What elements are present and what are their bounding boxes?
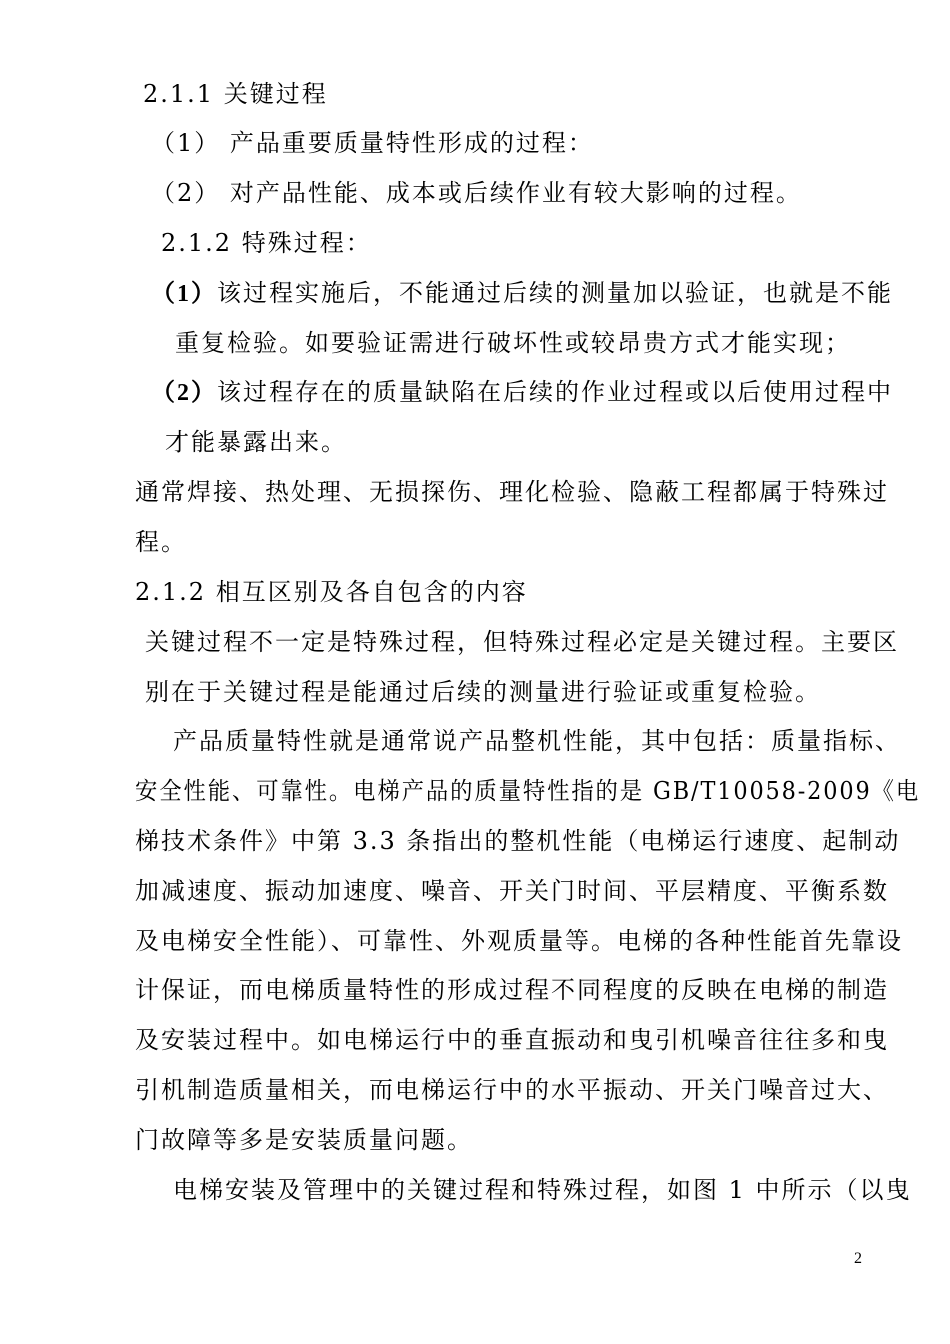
paragraph-line: 梯技术条件》中第 3.3 条指出的整机性能（电梯运行速度、起制动 <box>135 827 901 855</box>
paragraph-line: 加减速度、振动加速度、噪音、开关门时间、平层精度、平衡系数 <box>135 877 889 905</box>
page-number: 2 <box>854 1250 862 1267</box>
paragraph-line: 引机制造质量相关，而电梯运行中的水平振动、开关门噪音过大、 <box>135 1076 889 1104</box>
paragraph-line: 安全性能、可靠性。电梯产品的质量特性指的是 GB/T10058-2009《电 <box>135 777 921 805</box>
list-item-text: 该过程存在的质量缺陷在后续的作业过程或以后使用过程中 <box>217 378 893 406</box>
heading-2-1-1: 2.1.1 关键过程 <box>143 80 328 108</box>
list-item-2 <box>151 377 893 408</box>
paragraph-line: 才能暴露出来。 <box>165 428 347 456</box>
list-marker: （2） <box>151 380 217 406</box>
list-item-1 <box>151 278 893 309</box>
paragraph-line: （2） 对产品性能、成本或后续作业有较大影响的过程。 <box>151 179 802 207</box>
paragraph-line: 通常焊接、热处理、无损探伤、理化检验、隐蔽工程都属于特殊过 <box>135 478 889 506</box>
paragraph-line: 电梯安装及管理中的关键过程和特殊过程，如图 1 中所示（以曳 <box>173 1176 912 1204</box>
list-item-text: 该过程实施后，不能通过后续的测量加以验证，也就是不能 <box>217 279 893 307</box>
list-marker: （1） <box>151 281 217 307</box>
paragraph-line: 及安装过程中。如电梯运行中的垂直振动和曳引机噪音往往多和曳 <box>135 1026 889 1054</box>
paragraph-line: 门故障等多是安装质量问题。 <box>135 1126 473 1154</box>
paragraph-line: 关键过程不一定是特殊过程，但特殊过程必定是关键过程。主要区 <box>145 628 899 656</box>
heading-2-1-2: 2.1.2 特殊过程： <box>161 229 372 257</box>
paragraph-line: 别在于关键过程是能通过后续的测量进行验证或重复检验。 <box>145 678 821 706</box>
paragraph-line: 重复检验。如要验证需进行破坏性或较昂贵方式才能实现； <box>175 329 851 357</box>
paragraph-line: 及电梯安全性能）、可靠性、外观质量等。电梯的各种性能首先靠设 <box>135 927 903 955</box>
paragraph-line: 计保证，而电梯质量特性的形成过程不同程度的反映在电梯的制造 <box>135 976 889 1004</box>
paragraph-line: （1） 产品重要质量特性形成的过程： <box>151 129 594 157</box>
heading-2-1-2-b: 2.1.2 相互区别及各自包含的内容 <box>135 578 528 606</box>
paragraph-line: 程。 <box>135 528 187 556</box>
paragraph-line: 产品质量特性就是通常说产品整机性能，其中包括：质量指标、 <box>173 727 901 755</box>
